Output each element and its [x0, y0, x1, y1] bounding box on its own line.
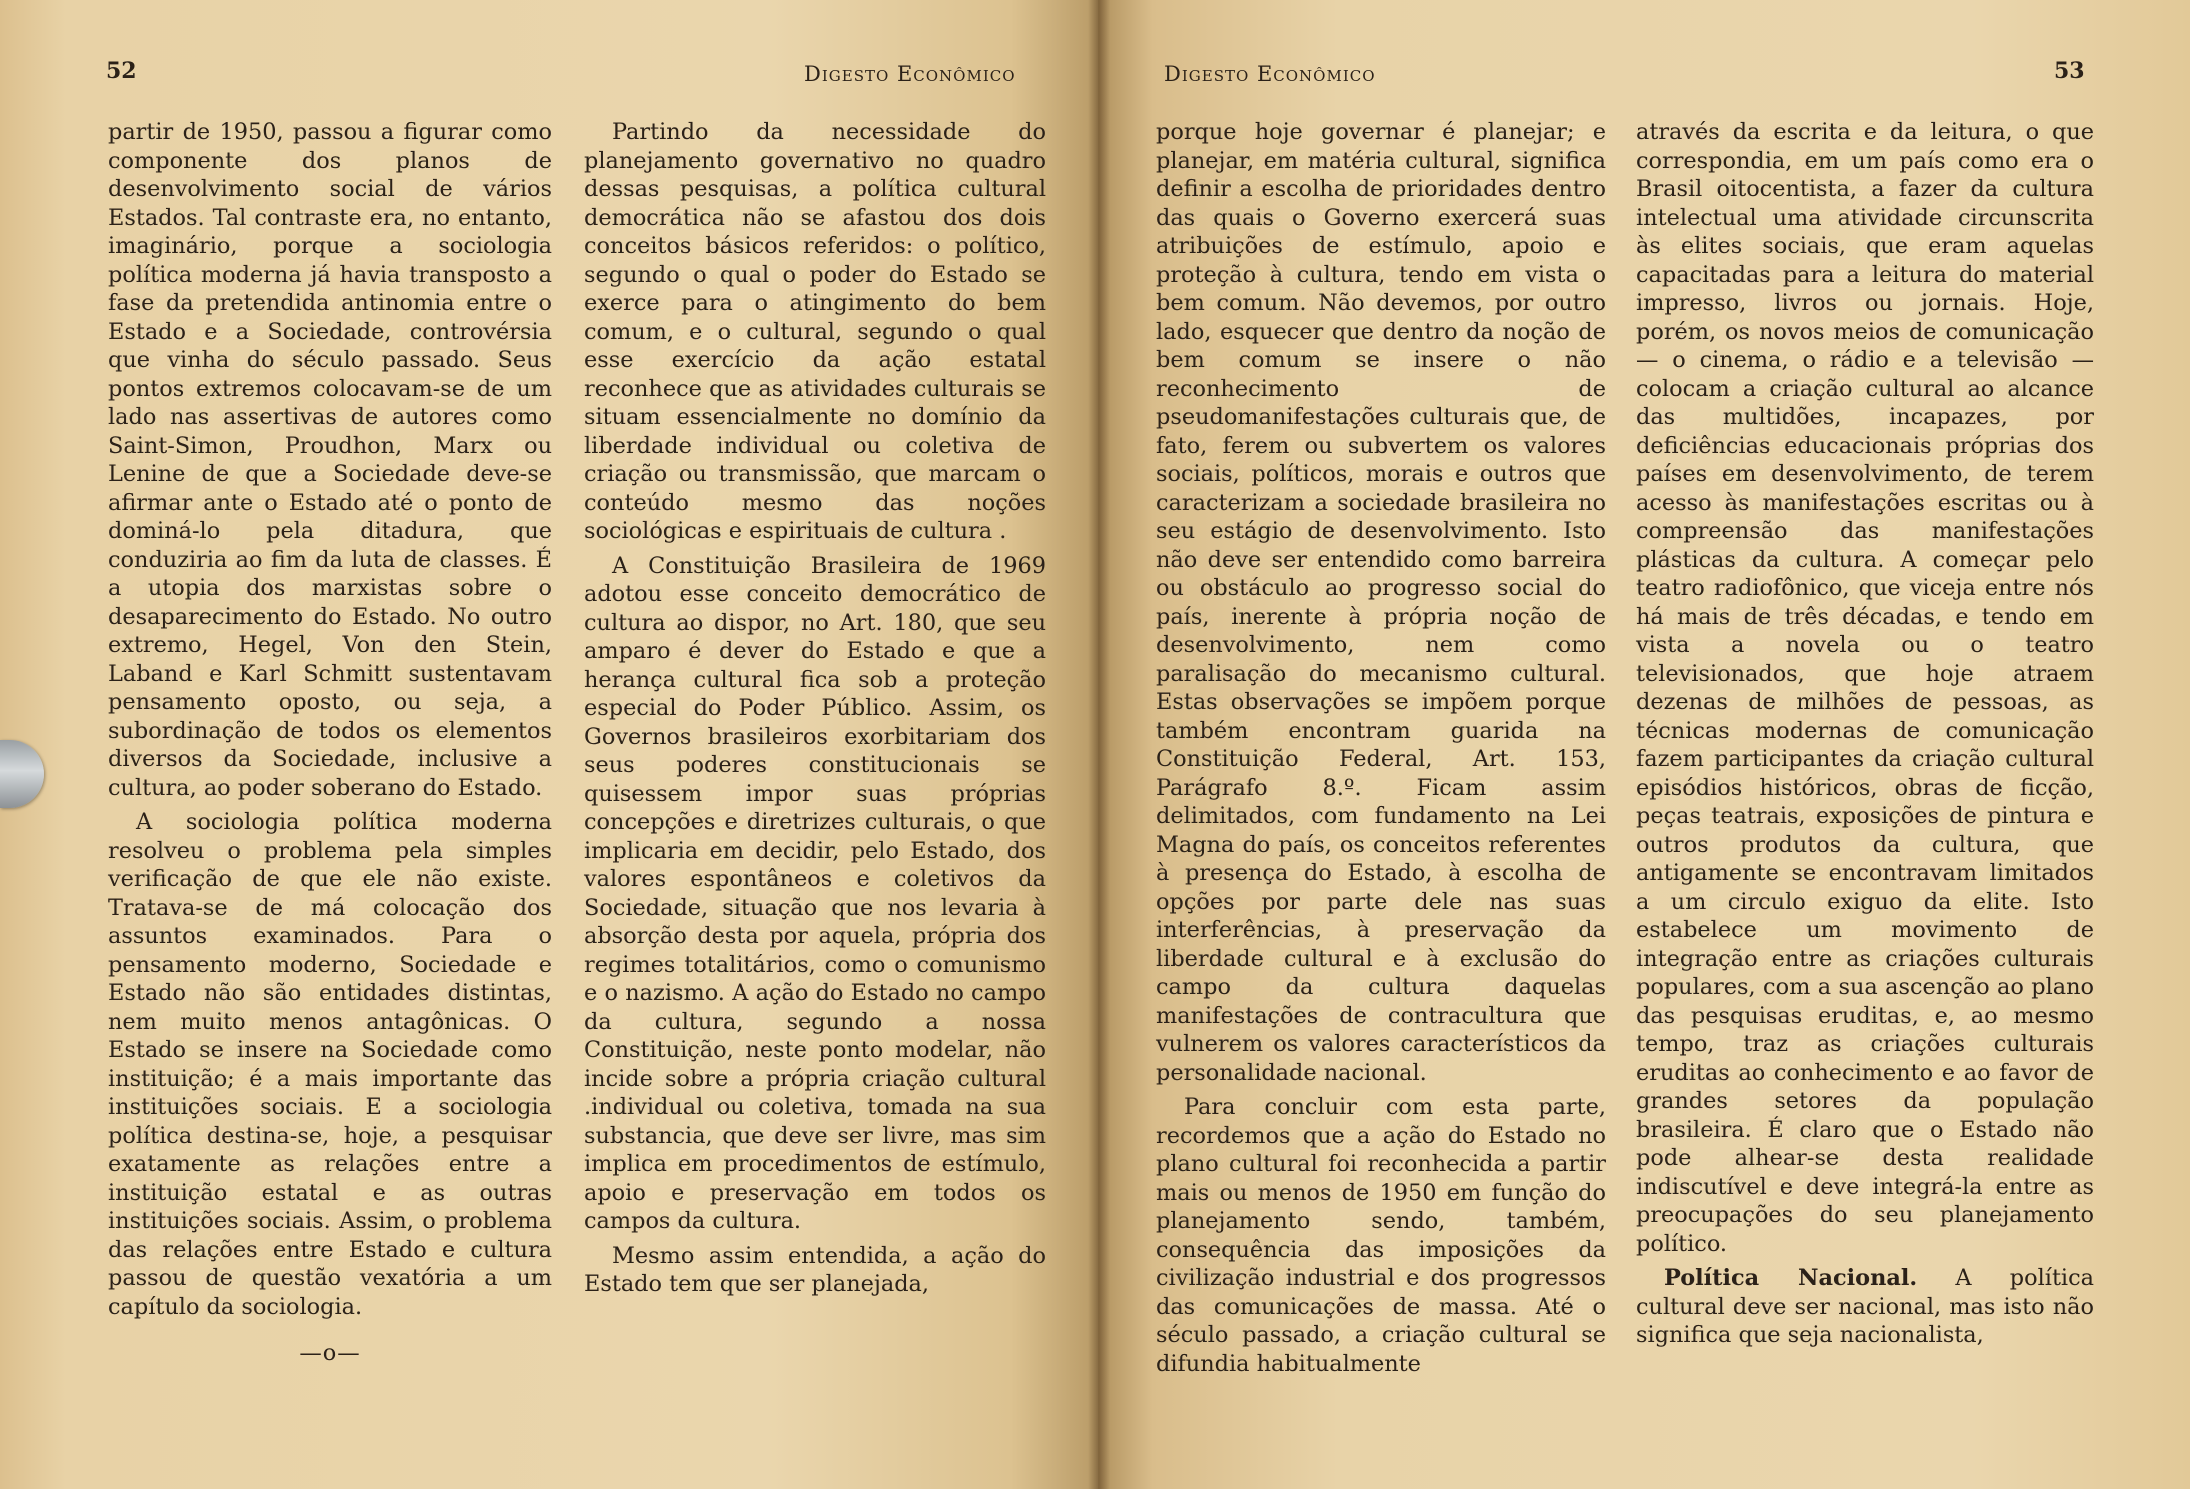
column-3-paragraph-1: porque hoje governar é planejar; e planejar, em matéria cultural, significa definir a escolha de prioridades dentro das quais o Governo exercerá suas atribuições de estímulo, apoio e proteção à cultura, tendo em vista o bem comum. Não devemos, por outro lado, esquecer que dentro da noção de bem comum se insere o não reconhecimento de pseudomanifestações culturais que, de fato, ferem ou subvertem os valores sociais, políticos, morais e outros que caracterizam a sociedade brasileira no seu estágio de desenvolvimento. Isto não deve ser entendido como barreira ou obstáculo ao progresso social do país, inerente à própria noção de desenvolvimento, nem como paralisação do mecanismo cultural. Estas observações se impõem porque também encontram guarida na Constituição Federal, Art. 153, Parágrafo 8.º. Ficam assim delimitados, com fundamento na Lei Magna do país, os conceitos referentes à presença do Estado, à escolha de opções por parte dele nas suas interferências, à preservação da liberdade cultural e à exclusão do campo da cultura daquelas manifestações de contracultura que vulnerem os valores característicos da personalidade nacional. — [1156, 119, 1606, 1086]
column-2-paragraph-3: Mesmo assim entendida, a ação do Estado tem que ser planejada, — [584, 1242, 1046, 1297]
column-1-paragraph-1: partir de 1950, passou a figurar como componente dos planos de desenvolvimento social de vários Estados. Tal contraste era, no entanto, imaginário, porque a sociologia política moderna já havia transposto a fase da pretendida antinomia entre o Estado e a Sociedade, controvérsia que vinha do século passado. Seus pontos extremos colocavam-se de um lado nas assertivas de autores como Saint-Simon, Proudhon, Marx ou Lenine de que a Sociedade deve-se afirmar ante o Estado até o ponto de dominá-lo pela ditadura, que conduziria ao fim da luta de classes. É a utopia dos marxistas sobre o desaparecimento do Estado. No outro extremo, Hegel, Von den Stein, Laband e Karl Schmitt sustentavam pensamento oposto, ou seja, a subordinação de todos os elementos diversos da Sociedade, inclusive a cultura, ao poder soberano do Estado. — [108, 119, 552, 801]
book-gutter — [1088, 0, 1110, 1489]
left-running-head: Digesto Econômico — [804, 62, 1016, 86]
right-running-head: Digesto Econômico — [1164, 62, 1376, 86]
section-heading: Política Nacional. — [1664, 1265, 1918, 1291]
column-2-paragraph-2: A Constituição Brasileira de 1969 adotou esse conceito democrático de cultura ao dispor, no Art. 180, que seu amparo é dever do Estado e que a herança cultural fica sob a proteção especial do Poder Público. Assim, os Governos brasileiros exorbitariam dos seus poderes constitucionais se quisessem impor suas próprias concepções e diretrizes culturais, o que implicaria em decidir, pelo Estado, dos valores espontâneos e coletivos da Sociedade, situação que nos levaria à absorção desta por aquela, própria dos regimes totalitários, como o comunismo e o nazismo. A ação do Estado no campo da cultura, segundo a nossa Constituição, neste ponto modelar, não incide sobre a própria criação cultural .individual ou coletiva, tomada na sua substancia, que deve ser livre, mas sim implica em procedimentos de estímulo, apoio e preservação em todos os campos da cultura. — [584, 552, 1046, 1234]
right-page-number: 53 — [2054, 58, 2085, 84]
binder-clip-icon — [0, 740, 44, 808]
column-4 — [1636, 118, 2094, 1350]
column-4-section — [1636, 1264, 2094, 1350]
right-page — [1098, 0, 2190, 1489]
section-separator: —o— — [299, 1340, 361, 1366]
column-1-paragraph-2: A sociologia política moderna resolveu o problema pela simples verificação de que ele não existe. Tratava-se de má colocação dos assuntos examinados. Para o pensamento moderno, Sociedade e Estado não são entidades distintas, nem muito menos antagônicas. O Estado se insere na Sociedade como instituição; é a mais importante das instituições sociais. E a sociologia política destina-se, hoje, a pesquisar exatamente as relações entre a instituição estatal e as outras instituições sociais. Assim, o problema das relações entre Estado e cultura passou de questão vexatória a um capítulo da sociologia. — [108, 809, 552, 1320]
column-1 — [108, 118, 552, 1368]
column-3 — [1156, 118, 1606, 1378]
column-4-paragraph-1: através da escrita e da leitura, o que correspondia, em um país como era o Brasil oitocentista, a fazer da cultura intelectual uma atividade circunscrita às elites sociais, que eram aquelas capacitadas para a leitura do material impresso, livros ou jornais. Hoje, porém, os novos meios de comunicação — o cinema, o rádio e a televisão — colocam a criação cultural ao alcance das multidões, incapazes, por deficiências educacionais próprias dos países em desenvolvimento, de terem acesso às manifestações escritas ou à compreensão das manifestações plásticas da cultura. A começar pelo teatro radiofônico, que viceja entre nós há mais de três décadas, e tendo em vista a novela ou o teatro televisionados, que hoje atraem dezenas de milhões de pessoas, as técnicas modernas de comunicação fazem participantes da criação cultural episódios históricos, obras de ficção, peças teatrais, exposições de pintura e outros produtos da cultura, que antigamente se encontravam limitados a um circulo exiguo da elite. Isto estabelece um movimento de integração entre as criações culturais populares, com a sua ascenção ao plano das pesquisas eruditas, e, ao mesmo tempo, traz as criações culturais eruditas ao conhecimento e ao favor de grandes setores da população brasileira. É claro que o Estado não pode alhear-se desta realidade indiscutível e deve integrá-la entre as preocupações do seu planejamento político. — [1636, 119, 2094, 1257]
left-page-number: 52 — [106, 58, 137, 84]
section-text: A política cultural deve ser nacional, mas isto não significa que seja nacionalista, — [1636, 1265, 2094, 1348]
column-2-paragraph-1: Partindo da necessidade do planejamento governativo no quadro dessas pesquisas, a política cultural democrática não se afastou dos dois conceitos básicos referidos: o político, segundo o qual o poder do Estado se exerce para o atingimento do bem comum, e o cultural, segundo o qual esse exercício da ação estatal reconhece que as atividades culturais se situam essencialmente no domínio da liberdade individual ou coletiva de criação ou transmissão, que marcam o conteúdo mesmo das noções sociológicas e espirituais de cultura . — [584, 119, 1046, 544]
column-2 — [584, 118, 1046, 1299]
column-3-paragraph-2: Para concluir com esta parte, recordemos que a ação do Estado no plano cultural foi reconhecida a partir mais ou menos de 1950 em função do planejamento sendo, também, consequência das imposições da civilização industrial e dos progressos das comunicações de massa. Até o século passado, a criação cultural se difundia habitualmente — [1156, 1094, 1606, 1377]
